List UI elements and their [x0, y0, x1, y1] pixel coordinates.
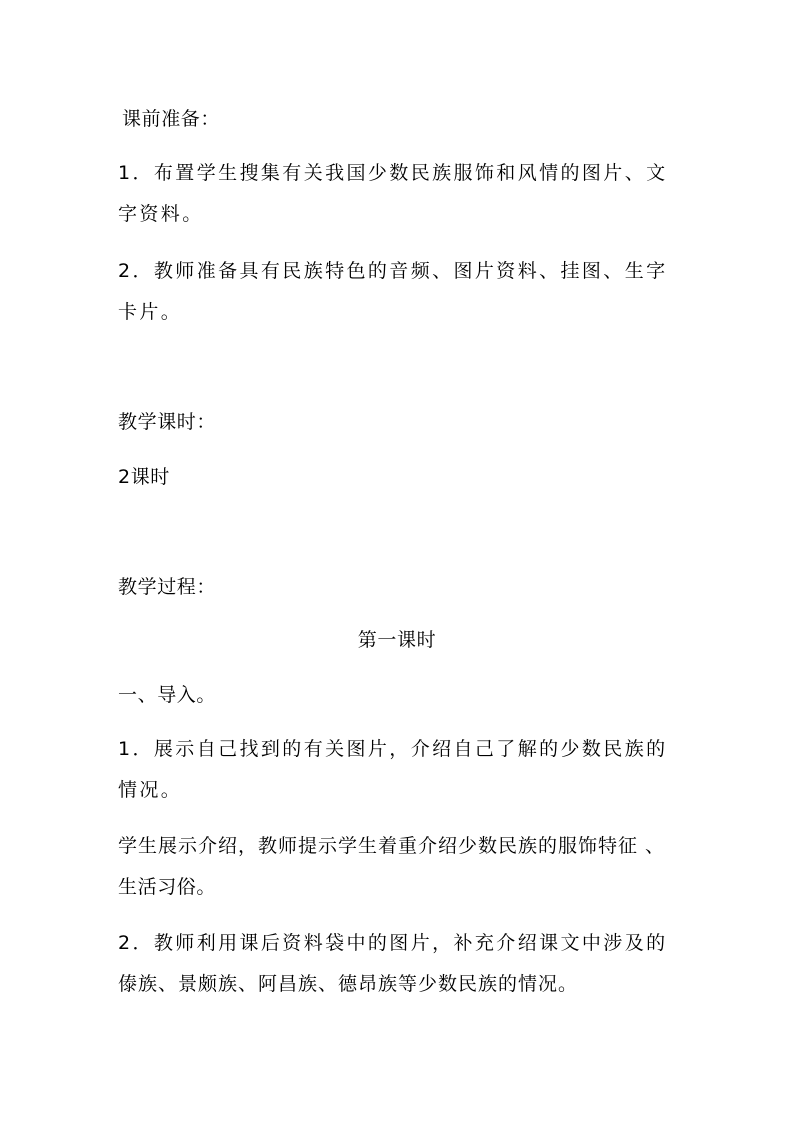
lesson-title: 第一课时	[357, 629, 437, 651]
note-line-2: 生活习俗。	[118, 876, 217, 898]
step-2-line-1: 2．教师利用课后资料袋中的图片，补充介绍课文中涉及的	[118, 932, 668, 954]
prep-item-1-line-2: 字资料。	[118, 203, 204, 225]
hours-heading: 教学课时：	[118, 411, 217, 433]
step-1-line-1: 1．展示自己找到的有关图片，介绍自己了解的少数民族的	[118, 738, 668, 760]
prep-item-2-line-2: 卡片。	[118, 301, 183, 323]
section-1-heading: 一、导入。	[118, 684, 217, 706]
prep-item-1-line-1: 1．布置学生搜集有关我国少数民族服饰和风情的图片、文	[118, 162, 668, 184]
process-heading: 教学过程：	[118, 576, 217, 598]
hours-value: 2课时	[118, 466, 170, 488]
prep-heading: 课前准备：	[122, 108, 221, 130]
note-line-1: 学生展示介绍，教师提示学生着重介绍少数民族的服饰特征 、	[118, 835, 666, 857]
step-2-line-2: 傣族、景颇族、阿昌族、德昂族等少数民族的情况。	[118, 973, 579, 995]
prep-item-2-line-1: 2．教师准备具有民族特色的音频、图片资料、挂图、生字	[118, 260, 668, 282]
step-1-line-2: 情况。	[118, 779, 183, 801]
